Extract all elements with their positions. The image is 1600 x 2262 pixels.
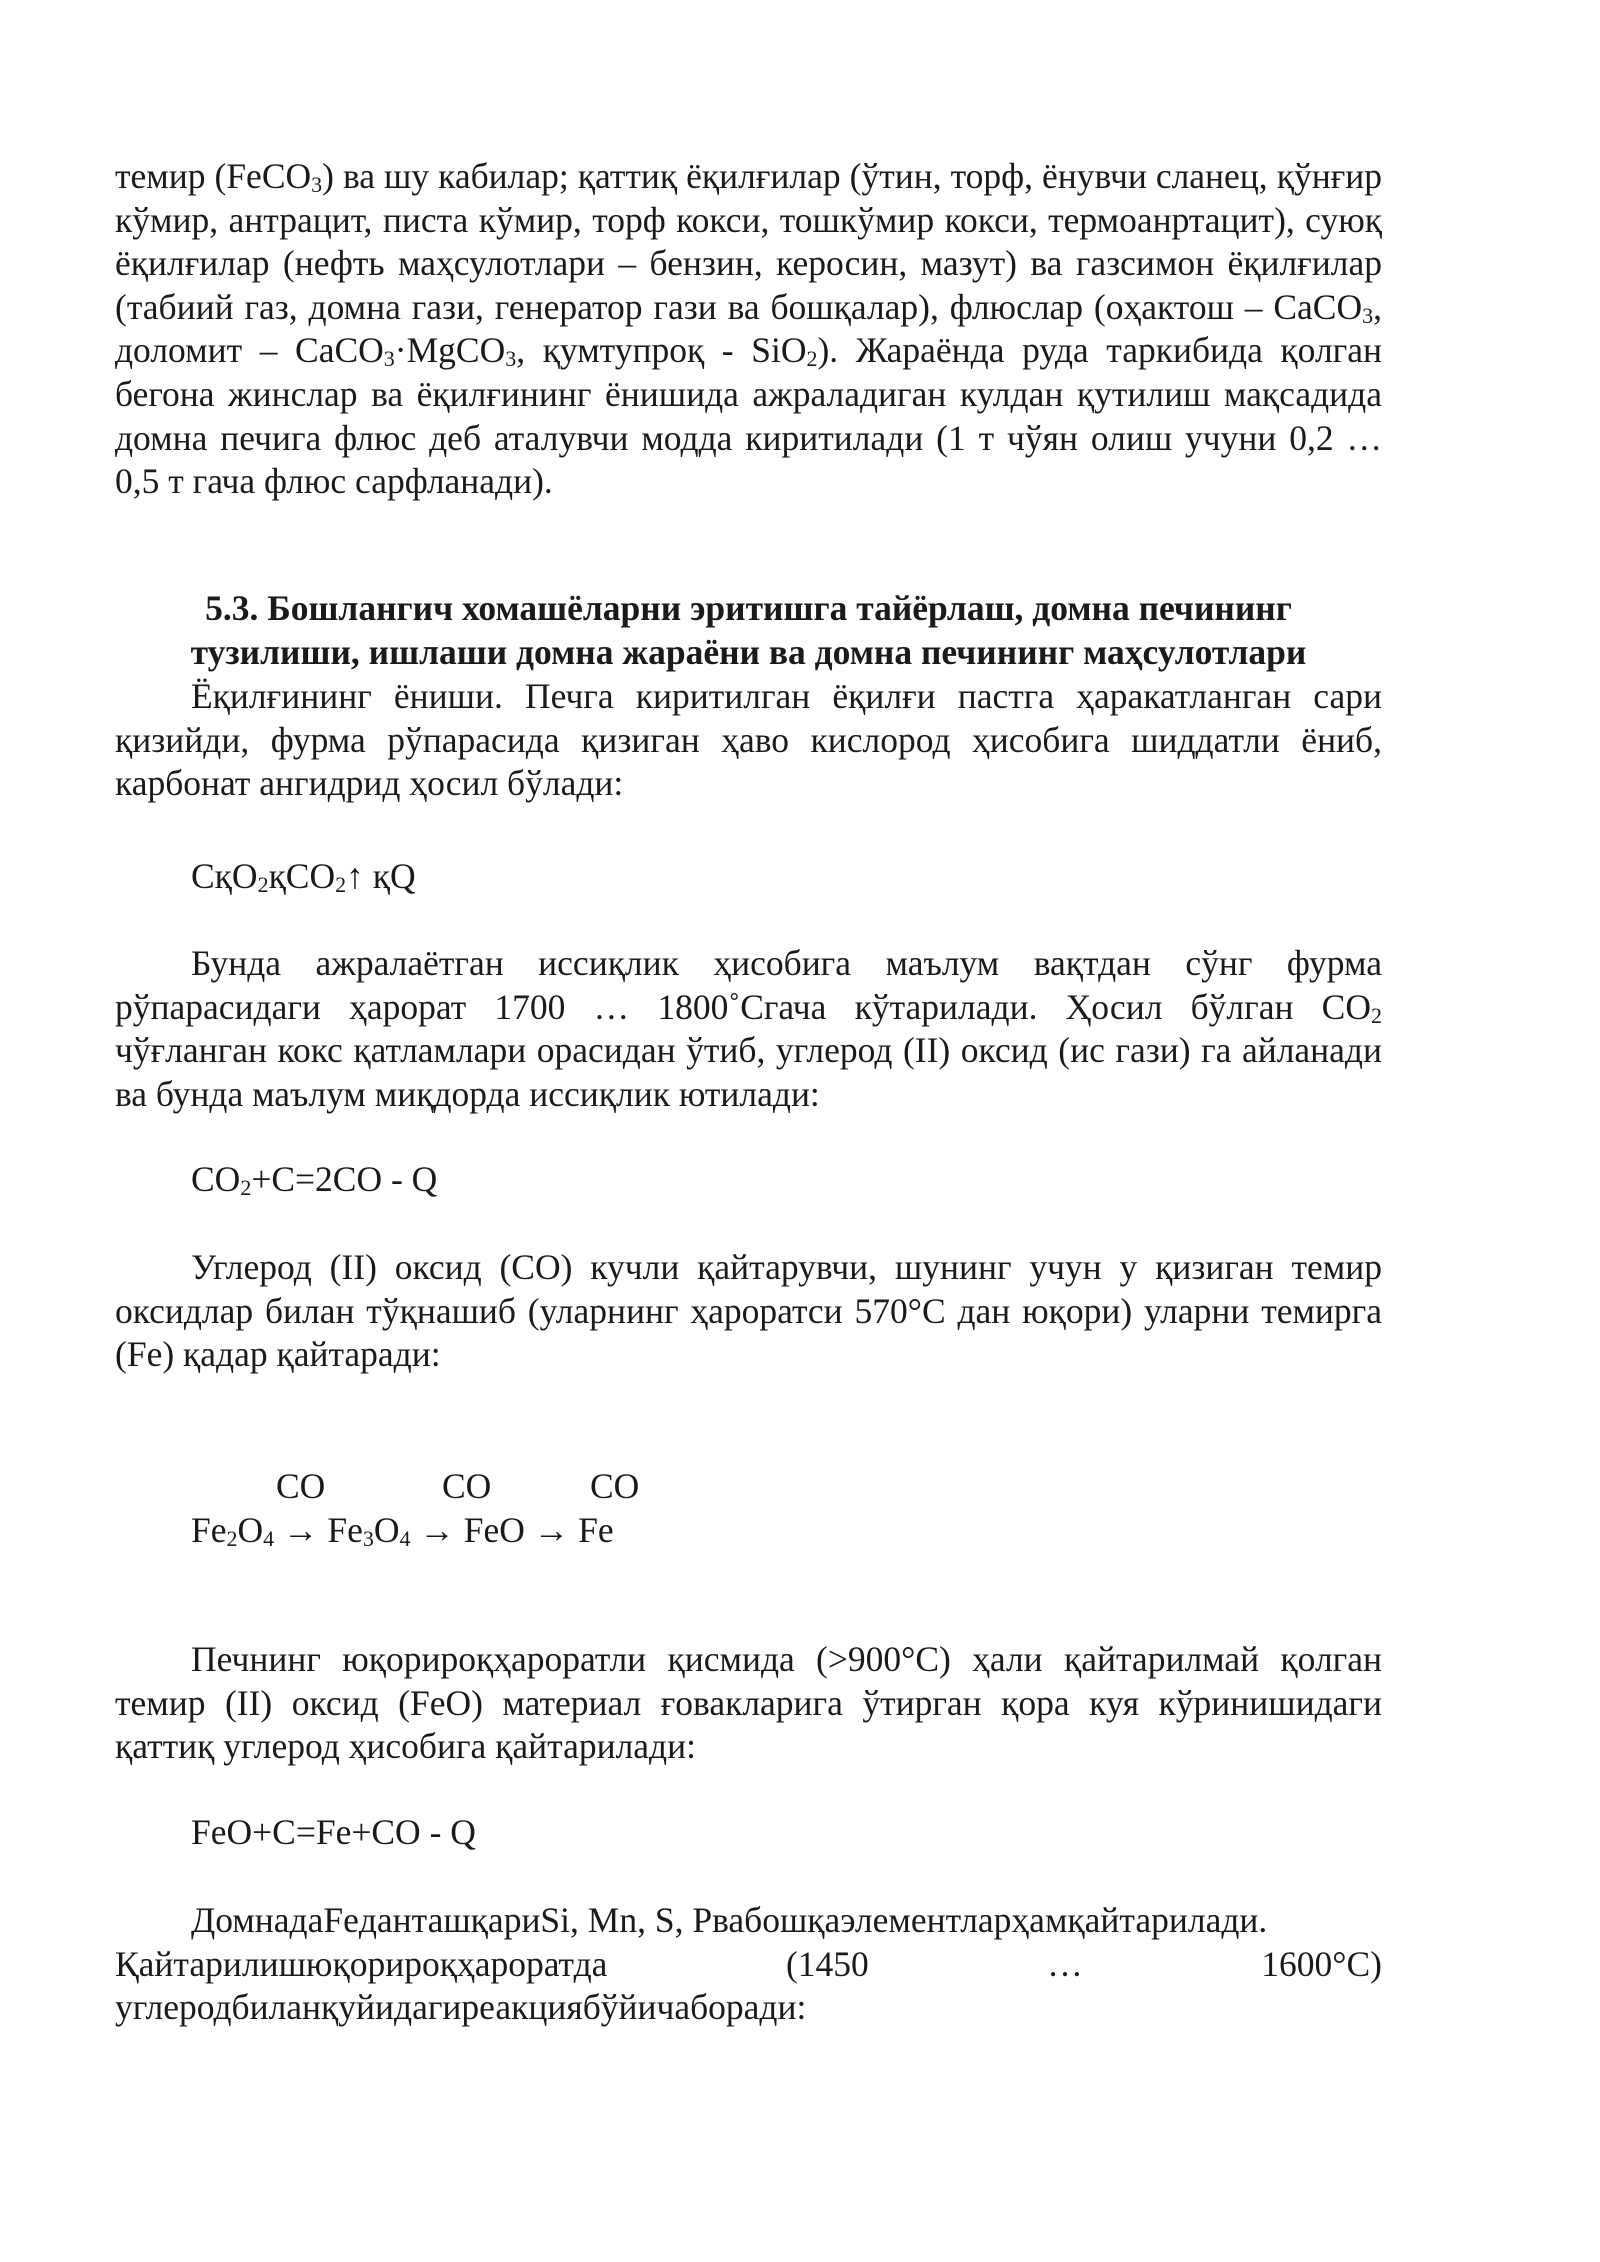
paragraph-line-3: углеродбиланқуйидагиреакциябўйичаборади: bbox=[115, 1987, 807, 2028]
paragraph-text: Печнинг юқорироқҳароратли қисмида (>900°С) ҳали қайтарилмай қолган темир (II) оксид (FeO) материал ғовакларига ўтирган қора куя кўринишидаги қаттиқ углерод ҳисобига қайтарилади: bbox=[115, 1639, 1382, 1767]
paragraph-fuel-combustion bbox=[115, 675, 1382, 806]
paragraph-other-elements bbox=[115, 1899, 1382, 2030]
subscript: 3 bbox=[362, 1525, 374, 1551]
text: , доломит – CaCO bbox=[115, 286, 1382, 371]
text: ·MgCO bbox=[394, 330, 506, 371]
eq-part: қСО bbox=[268, 856, 336, 896]
paragraph-high-temp-zone bbox=[115, 1638, 1382, 1769]
text: чўғланган кокс қатламлари орасидан ўтиб, углерод (II) оксид (ис гази) га айланади ва бунда маълум миқдорда иссиқлик ютилади: bbox=[115, 1030, 1382, 1114]
heading-line-2: тузилиши, ишлаши домна жараёни ва домна печининг маҳсулотлари bbox=[190, 631, 1307, 672]
eq-part: +C=2CO - Q bbox=[251, 1159, 438, 1199]
reagent-label: CO bbox=[276, 1466, 326, 1506]
subscript: 2 bbox=[240, 1174, 252, 1200]
subscript: 2 bbox=[257, 871, 269, 897]
paragraph-line-1: ДомнадаFeданташқариSi, Mn, S, Рвабошқаэлементларҳамқайтарилади. bbox=[191, 1900, 1268, 1940]
eq-part: CO bbox=[191, 1159, 241, 1199]
paragraph-text: Ёқилғининг ёниши. Печга киритилган ёқилғи пастга ҳаракатланган сари қизийди, фурма рўпарасида қизиган ҳаво кислород ҳисобига шиддатли ёниб, карбонат ангидрид ҳосил бўлади: bbox=[115, 676, 1382, 804]
text: темир (FeCO bbox=[115, 156, 312, 196]
subscript: 4 bbox=[399, 1525, 411, 1551]
paragraph-line-2 bbox=[115, 1943, 1382, 1987]
paragraph-co-reduction bbox=[115, 1246, 1382, 1377]
reduction-chain bbox=[191, 1509, 614, 1553]
equation-co-formation bbox=[191, 1158, 437, 1202]
text: Бунда ажралаётган иссиқлик ҳисобига маълум вақтдан сўнг фурма рўпарасидаги ҳарорат 1700 … 1800˚Сгача кўтарилади. Ҳосил бўлган CO bbox=[115, 943, 1382, 1027]
text: ). Жараёнда руда таркибида қолган бегона жинслар ва ёқилғининг ёнишида ажраладиган кулдан қутилиш мақсадида домна печига флюс деб аталувчи модда киритилади (1 т чўян олиш учуни 0,2 … 0,5 т гача флюс сарфланади). bbox=[115, 330, 1382, 502]
subscript: 2 bbox=[1371, 1002, 1382, 1028]
formula-part: Fe bbox=[327, 1510, 363, 1550]
subscript: 2 bbox=[226, 1525, 238, 1551]
formula-part: Fe bbox=[191, 1510, 227, 1550]
text: , қумтупроқ - SiO bbox=[516, 330, 807, 371]
text: 1600°С) bbox=[1261, 1943, 1382, 1984]
equation-combustion bbox=[191, 855, 416, 899]
arrow-icon: → bbox=[419, 1510, 455, 1550]
text: Қайтарилишюқорироқҳароратда bbox=[115, 1943, 608, 1984]
text: (1450 bbox=[785, 1943, 869, 1984]
formula-part: Fe bbox=[578, 1510, 614, 1550]
paragraph-heat-release bbox=[115, 942, 1382, 1116]
arrow-icon: → bbox=[283, 1510, 319, 1550]
subscript: 2 bbox=[806, 346, 818, 372]
subscript: 3 bbox=[311, 171, 323, 197]
subscript: 3 bbox=[383, 346, 395, 372]
subscript: 3 bbox=[1362, 302, 1374, 328]
section-heading bbox=[115, 587, 1382, 674]
reagent-label: CO bbox=[590, 1466, 640, 1506]
subscript: 2 bbox=[335, 871, 347, 897]
arrow-icon: → bbox=[533, 1510, 570, 1550]
text: … bbox=[1047, 1943, 1083, 1984]
paragraph-raw-materials bbox=[115, 155, 1382, 504]
subscript: 3 bbox=[505, 346, 517, 372]
equation-feo-reduction: FeO+C=Fe+CO - Q bbox=[191, 1812, 476, 1852]
text: ) ва шу кабилар; қаттиқ ёқилғилар (ўтин, торф, ёнувчи сланец, қўнғир кўмир, антрацит, писта кўмир, торф кокси, тошкўмир кокси, термоанртацит), суюқ ёқилғилар (нефть маҳсулотлари – бензин, керосин, мазут) ва газсимон ёқилғилар (табиий газ, домна гази, генератор гази ва бошқалар), флюслар (оҳактош – CaCO bbox=[115, 156, 1383, 327]
eq-part: СқО bbox=[191, 856, 258, 896]
paragraph-text: Углерод (II) оксид (CO) кучли қайтарувчи, шунинг учун у қизиган темир оксидлар билан тўқнашиб (уларнинг ҳароратси 570°С дан юқори) уларни темирга (Fe) қадар қайтаради: bbox=[115, 1247, 1382, 1375]
formula-part: O bbox=[237, 1510, 264, 1550]
formula-part: FeO bbox=[463, 1510, 525, 1550]
reagent-label: CO bbox=[442, 1466, 492, 1506]
formula-part: O bbox=[373, 1510, 400, 1550]
heading-line-1: 5.3. Бошлангич хомашёларни эритишга тайёрлаш, домна печининг bbox=[205, 588, 1292, 628]
subscript: 4 bbox=[263, 1525, 275, 1551]
eq-part: ↑ қQ bbox=[346, 856, 416, 896]
